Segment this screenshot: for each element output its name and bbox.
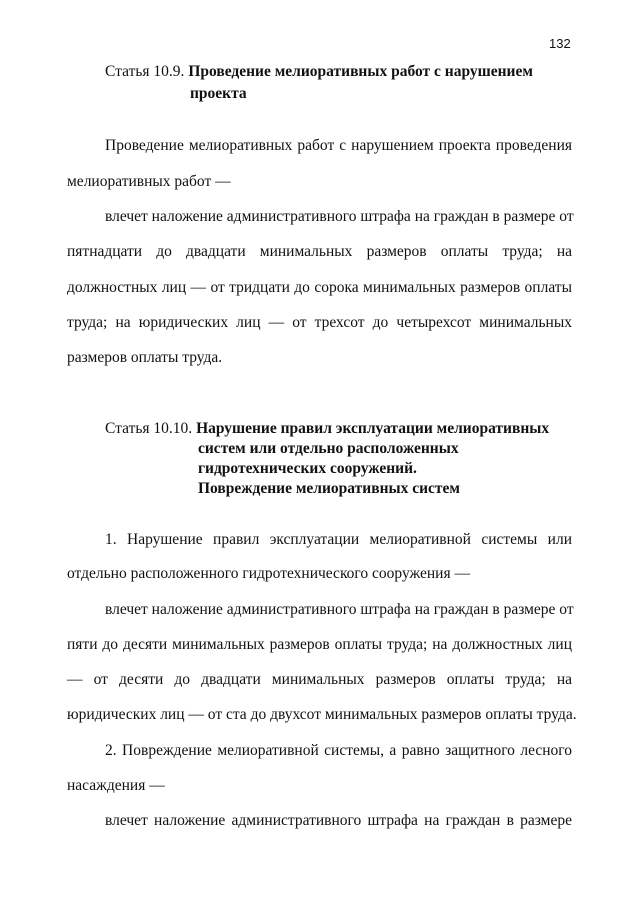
- paragraph-line: юридических лиц — от ста до двухсот минимальных размеров оплаты труда.: [67, 706, 577, 723]
- article-title-continued: проекта: [190, 85, 247, 102]
- paragraph-line: 1. Нарушение правил эксплуатации мелиоративной системы или: [105, 531, 572, 548]
- paragraph-line: Проведение мелиоративных работ с нарушением проекта проведения: [105, 137, 572, 154]
- paragraph-line: размеров оплаты труда.: [67, 349, 223, 366]
- paragraph-line: 2. Повреждение мелиоративной системы, а равно защитного лесного: [105, 742, 572, 759]
- paragraph-line: насаждения —: [67, 777, 165, 794]
- paragraph-line: мелиоративных работ —: [67, 173, 231, 190]
- article-label: Статья 10.9.: [105, 63, 185, 80]
- article-title-continued: гидротехнических сооружений.: [198, 460, 417, 477]
- paragraph-line: пяти до десяти минимальных размеров оплаты труда; на должностных лиц: [67, 636, 572, 653]
- paragraph-line: влечет наложение административного штрафа на граждан в размере от: [105, 208, 574, 225]
- article-title: Проведение мелиоративных работ с нарушением: [188, 63, 533, 80]
- paragraph-line: должностных лиц — от тридцати до сорока минимальных размеров оплаты: [67, 279, 572, 296]
- paragraph-line: пятнадцати до двадцати минимальных размеров оплаты труда; на: [67, 243, 572, 260]
- paragraph-line: влечет наложение административного штрафа на граждан в размере: [105, 812, 572, 829]
- paragraph-line: — от десяти до двадцати минимальных размеров оплаты труда; на: [67, 671, 572, 688]
- paragraph-line: труда; на юридических лиц — от трехсот до четырехсот минимальных: [67, 314, 572, 331]
- article-label: Статья 10.10.: [105, 420, 193, 437]
- paragraph-line: влечет наложение административного штрафа на граждан в размере от: [105, 601, 574, 618]
- article-title: Нарушение правил эксплуатации мелиоративных: [196, 420, 550, 437]
- article-title-continued: Повреждение мелиоративных систем: [198, 480, 460, 497]
- paragraph-line: отдельно расположенного гидротехнического сооружения —: [67, 565, 470, 582]
- article-title-continued: систем или отдельно расположенных: [198, 440, 459, 457]
- page-number: 132: [549, 36, 571, 51]
